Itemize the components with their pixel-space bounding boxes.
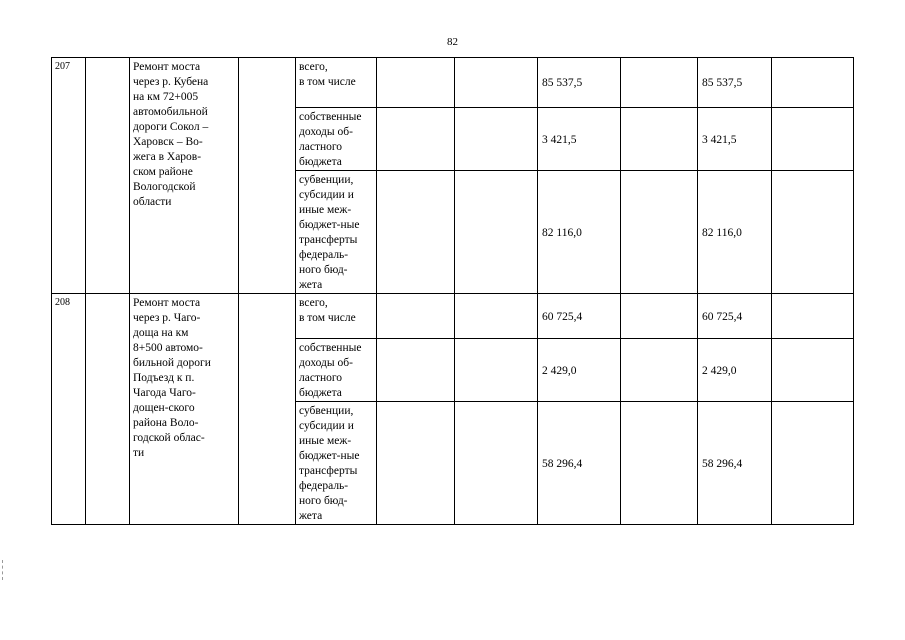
empty-cell (455, 58, 538, 108)
table-row (52, 58, 854, 108)
amount-cell: 60 725,4 (698, 294, 772, 339)
object-description: Ремонт моста через р. Чаго- доща на км 8+500 автомо- бильной дороги Подъезд к п. Чагода Чаго- дощен-ского района Воло- годской облас- ти (130, 294, 239, 525)
row-number: 207 (52, 58, 86, 294)
funding-source-label: собственные доходы об- ластного бюджета (296, 339, 377, 402)
amount-cell: 60 725,4 (538, 294, 621, 339)
empty-cell (86, 58, 130, 294)
funding-source-label: субвенции, субсидии и иные меж- бюджет-ные трансферты федераль- ного бюд- жета (296, 171, 377, 294)
empty-cell (239, 58, 296, 294)
empty-cell (772, 58, 854, 108)
amount-cell: 3 421,5 (698, 108, 772, 171)
empty-cell (772, 339, 854, 402)
scan-edge-mark (2, 560, 7, 580)
amount-cell: 82 116,0 (538, 171, 621, 294)
empty-cell (772, 294, 854, 339)
empty-cell (455, 294, 538, 339)
empty-cell (772, 402, 854, 525)
empty-cell (772, 171, 854, 294)
empty-cell (377, 58, 455, 108)
empty-cell (772, 108, 854, 171)
empty-cell (455, 339, 538, 402)
amount-cell: 58 296,4 (538, 402, 621, 525)
amount-cell: 3 421,5 (538, 108, 621, 171)
amount-cell: 85 537,5 (698, 58, 772, 108)
object-description: Ремонт моста через р. Кубена на км 72+005 автомобильной дороги Сокол – Харовск – Во- жега в Харов- ском районе Вологодской области (130, 58, 239, 294)
empty-cell (621, 171, 698, 294)
page-number: 82 (447, 36, 458, 48)
funding-source-label: всего, в том числе (296, 58, 377, 108)
funding-source-label: собственные доходы об- ластного бюджета (296, 108, 377, 171)
table-row (52, 294, 854, 339)
amount-cell: 2 429,0 (698, 339, 772, 402)
empty-cell (86, 294, 130, 525)
budget-table (51, 57, 854, 525)
empty-cell (455, 402, 538, 525)
funding-source-label: всего, в том числе (296, 294, 377, 339)
empty-cell (621, 339, 698, 402)
empty-cell (377, 108, 455, 171)
row-number: 208 (52, 294, 86, 525)
amount-cell: 2 429,0 (538, 339, 621, 402)
empty-cell (455, 171, 538, 294)
empty-cell (377, 339, 455, 402)
amount-cell: 85 537,5 (538, 58, 621, 108)
empty-cell (377, 294, 455, 339)
empty-cell (377, 171, 455, 294)
empty-cell (621, 402, 698, 525)
empty-cell (455, 108, 538, 171)
empty-cell (621, 58, 698, 108)
amount-cell: 58 296,4 (698, 402, 772, 525)
amount-cell: 82 116,0 (698, 171, 772, 294)
empty-cell (621, 108, 698, 171)
empty-cell (621, 294, 698, 339)
funding-source-label: субвенции, субсидии и иные меж- бюджет-ные трансферты федераль- ного бюд- жета (296, 402, 377, 525)
empty-cell (239, 294, 296, 525)
empty-cell (377, 402, 455, 525)
